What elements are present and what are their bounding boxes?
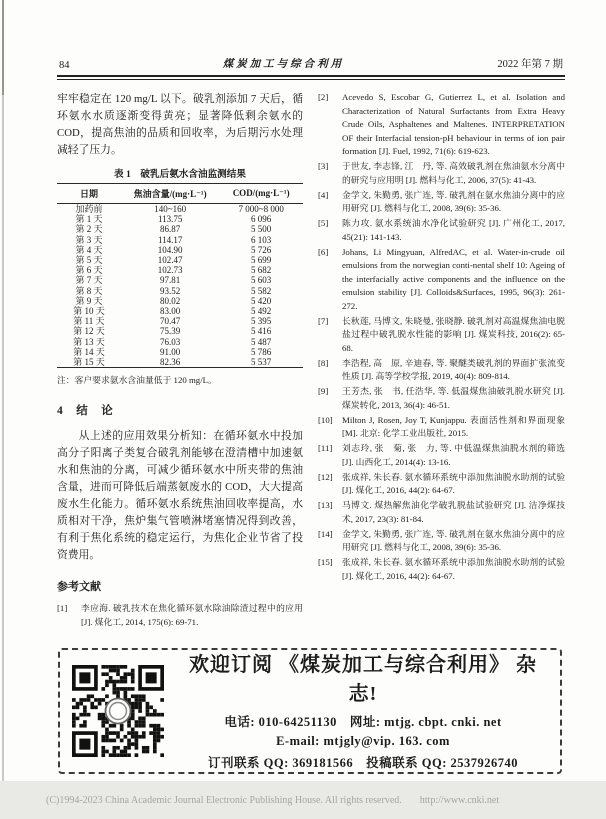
- table-row: [57, 357, 303, 368]
- cell-oil: 76.03: [160, 336, 181, 347]
- cell-cod: 5 699: [251, 255, 272, 266]
- cell-oil: 104.90: [157, 244, 183, 255]
- table-row: [57, 275, 303, 285]
- cell-date: 第 8 天: [75, 285, 103, 296]
- reference-number: [2]: [318, 92, 329, 102]
- table-row: [57, 204, 303, 215]
- page-header: [57, 56, 565, 75]
- reference-number: [13]: [318, 500, 333, 510]
- col-header-oil: 焦油含量/(mg·L⁻¹): [121, 184, 219, 204]
- reference-text: 金学文, 朱勤勇, 张广连, 等. 破乳剂在氨水焦油分离中的应用研究 [J]. 燃料与化工, 2008, 39(6): 35-36.: [342, 189, 565, 213]
- right-column: [318, 91, 565, 631]
- table-row: [57, 224, 303, 234]
- cell-date: 第 3 天: [75, 234, 103, 245]
- subscription-title: 欢迎订阅 《煤炭加工与综合利用》 杂志!: [189, 653, 537, 705]
- col-header-cod: COD/(mg·L⁻¹): [219, 184, 303, 204]
- reference-number: [1]: [57, 603, 68, 614]
- reference-item: [318, 315, 565, 356]
- table-caption: 表 1 破乳后氨水含油监测结果: [114, 169, 246, 180]
- cell-oil: 86.87: [160, 224, 181, 235]
- table-row: [57, 337, 303, 347]
- cell-oil: 83.00: [160, 306, 181, 317]
- reference-item: [57, 602, 303, 629]
- reference-list-left: [57, 602, 303, 629]
- reference-text: 王芳杰, 张 书, 任浩华, 等. 低温煤焦油破乳脱水研究 [J]. 煤炭转化, 2013, 36(4): 46-51.: [342, 386, 565, 410]
- cell-date: 第 4 天: [75, 244, 103, 255]
- reference-item: [318, 528, 565, 555]
- reference-text: 长秋莲, 马博文, 朱晓曼, 张晓静. 破乳剂对高温煤焦油电脱盐过程中破乳脱水性能的影响 [J]. 煤炭科技, 2016(2): 65-68.: [342, 315, 565, 353]
- cell-cod: 5 603: [251, 275, 272, 286]
- table-row: [57, 326, 303, 336]
- reference-number: [10]: [318, 414, 333, 425]
- journal-title: 煤炭加工与综合利用: [222, 59, 345, 70]
- reference-text: 张成祥, 朱长春. 氨水循环系统中添加焦油脱水助剂的试验 [J]. 煤化工, 2016, 44(2): 64-67.: [342, 471, 565, 495]
- reference-item: [318, 385, 565, 412]
- reference-number: [8]: [318, 357, 329, 368]
- table-row: [57, 347, 303, 357]
- cell-date: 第 13 天: [73, 336, 105, 347]
- table-row: [57, 265, 303, 275]
- subscription-qq: 订刊联系 QQ: 369181566 投稿联系 QQ: 2537926740: [208, 755, 518, 770]
- reference-text: 于世友, 李志锋, 江 丹, 等. 高效破乳剂在焦油氨水分离中的研究与应用明 [J]. 燃料与化工, 2006, 37(5): 41-43.: [342, 161, 565, 185]
- reference-item: [318, 91, 565, 159]
- qr-code-icon: [72, 665, 164, 757]
- cell-date: 第 11 天: [73, 316, 105, 327]
- reference-number: [9]: [318, 386, 329, 396]
- reference-list-right: [318, 91, 565, 583]
- reference-text: 刘志玲, 张 菊, 张 力, 等. 中低温煤焦油脱水剂的筛选 [J]. 山西化工, 2014(4): 13-16.: [342, 443, 565, 467]
- reference-item: [318, 357, 565, 384]
- cell-oil: 93.52: [160, 285, 181, 296]
- reference-number: [3]: [318, 161, 329, 171]
- table-row: [57, 306, 303, 316]
- cell-cod: 5 682: [251, 265, 272, 276]
- reference-item: [318, 217, 565, 244]
- cell-date: 第 2 天: [75, 224, 103, 235]
- reference-number: [12]: [318, 471, 333, 482]
- subscription-ad-box: [58, 648, 562, 774]
- reference-text: 金学文, 朱勤勇, 张广连, 等. 破乳剂在氨水焦油分离中的应用研究 [J]. 燃料与化工, 2008, 39(6): 35-36.: [342, 528, 565, 552]
- reference-number: [11]: [318, 443, 333, 453]
- reference-text: 张成祥, 朱长春. 氨水循环系统中添加焦油脱水助剂的试验 [J]. 煤化工, 2016, 44(2): 64-67.: [342, 557, 565, 581]
- reference-number: [5]: [318, 218, 329, 228]
- cell-date: 第 14 天: [73, 346, 105, 357]
- table-note: 注：客户要求氨水含油量低于 120 mg/L。: [57, 375, 217, 386]
- reference-text: Acevedo S, Escobar G, Gutierrez L, et al. Isolation and Characterization of Natural Surfactants from Extra Heavy Crude Oils, Asphaltenes and Maltenes. INTERPRETATION OF their Interfacial tension-pH behaviour in terms of ion pair formation [J]. Fuel, 1992, 71(6): 619-623.: [342, 92, 565, 156]
- cell-cod: 5 492: [251, 306, 272, 317]
- subscription-phone-web: 电话: 010-64251130 网址: mtjg. cbpt. cnki. net: [224, 714, 502, 729]
- table-row: [57, 214, 303, 224]
- table-header-row: [57, 184, 303, 204]
- cell-oil: 102.73: [157, 265, 183, 276]
- table-row: [57, 316, 303, 326]
- cnki-url: http://www.cnki.net: [419, 794, 500, 806]
- cell-oil: 113.75: [157, 214, 183, 225]
- table-row: [57, 255, 303, 265]
- cell-oil: 102.47: [157, 255, 183, 266]
- reference-item: [318, 499, 565, 526]
- cell-oil: 82.36: [160, 357, 181, 368]
- reference-text: 马博文. 煤热解焦油化学破乳脱盐试验研究 [J]. 洁净煤技术, 2017, 23(3): 81-84.: [342, 500, 565, 524]
- reference-item: [318, 189, 565, 216]
- table-row: [57, 296, 303, 306]
- cell-date: 加药前: [75, 204, 103, 214]
- scan-edge-line: [2, 0, 4, 782]
- reference-number: [6]: [318, 246, 329, 257]
- reference-text: Johans, Li Mingyuan, AlfredAC, et al. Water-in-crude oil emulsions from the norwegian conti-nental shelf 10: Ageing of the interfacially active components and the influence on the emulsion stability [J]. Colloids&Surfaces, 1995, 96(3): 261-272.: [342, 246, 565, 311]
- cell-date: 第 9 天: [75, 295, 103, 306]
- cell-cod: 7 000~8 000: [238, 204, 284, 214]
- cell-oil: 70.47: [160, 316, 181, 327]
- reference-text: 陈力攻. 氨水系统油水净化试验研究 [J]. 广州化工, 2017, 45(21): 141-143.: [342, 218, 565, 242]
- left-column: [57, 91, 303, 631]
- reference-number: [15]: [318, 557, 333, 567]
- subscription-email: E-mail: mtjgly@vip. 163. com: [276, 733, 450, 748]
- oil-table-body: [57, 204, 303, 368]
- reference-text: Milton J, Rosen, Joy T, Kunjappu. 表面活性剂和界面现象 [M]. 北京: 化学工业出版社, 2015.: [342, 414, 565, 438]
- cell-oil: 80.02: [160, 295, 181, 306]
- cell-cod: 5 786: [251, 346, 272, 357]
- reference-number: [4]: [318, 189, 329, 200]
- reference-item: [318, 414, 565, 441]
- cell-cod: 6 096: [251, 214, 272, 225]
- reference-item: [318, 160, 565, 187]
- subscription-info: [178, 648, 548, 775]
- cell-cod: 5 537: [251, 357, 272, 368]
- reference-item: [318, 471, 565, 498]
- reference-text: 李应海. 破乳技术在焦化循环氨水除油除渣过程中的应用 [J]. 煤化工, 2014, 175(6): 69-71.: [81, 603, 303, 627]
- issue-label: 2022 年第 7 期: [497, 59, 563, 70]
- cell-date: 第 1 天: [75, 214, 103, 225]
- cell-cod: 5 582: [251, 285, 272, 296]
- cell-cod: 5 420: [251, 295, 272, 306]
- table-row: [57, 245, 303, 255]
- footer-bar: [0, 781, 606, 819]
- oil-monitoring-table: [57, 183, 303, 368]
- page-number: 84: [59, 60, 70, 71]
- cell-cod: 5 500: [251, 224, 272, 235]
- cell-date: 第 5 天: [75, 255, 103, 266]
- cell-oil: 75.39: [160, 326, 181, 337]
- cell-cod: 5 487: [251, 336, 272, 347]
- cell-cod: 6 103: [251, 234, 272, 245]
- reference-number: [7]: [318, 315, 329, 326]
- scan-edge-line-dark: [2, 0, 4, 95]
- header-double-rule: [57, 75, 565, 80]
- copyright-text: (C)1994-2023 China Academic Journal Electronic Publishing House. All rights reserved.: [46, 794, 402, 806]
- reference-item: [318, 246, 565, 314]
- cell-oil: 114.17: [157, 234, 183, 245]
- cell-oil: 91.00: [160, 346, 181, 357]
- cell-date: 第 15 天: [73, 357, 105, 368]
- conclusion-paragraph: 从上述的应用效果分析知：在循环氨水中投加高分子阳离子类复合破乳剂能够在澄清槽中加速氨水和焦油的分离，可减少循环氨水中所夹带的焦油含量，进而可降低后端蒸氨废水的 COD，大大提高废水生化能力。循环氨水系统焦油回收率提高，水质相对干净，焦炉集气管喷淋堵塞情况得到改善，有利于焦化系统的稳定运行，为焦化企业节省了投资费用。: [57, 430, 303, 562]
- cell-oil: 140~160: [154, 204, 187, 214]
- col-header-date: 日期: [57, 184, 121, 204]
- cell-cod: 5 416: [251, 326, 272, 337]
- conclusion-heading: 4 结 论: [57, 405, 114, 418]
- cell-date: 第 7 天: [75, 275, 103, 286]
- references-heading: 参考文献: [57, 581, 101, 594]
- table-row: [57, 235, 303, 245]
- cell-date: 第 6 天: [75, 265, 103, 276]
- cell-date: 第 10 天: [73, 306, 105, 317]
- cell-oil: 97.81: [160, 275, 181, 286]
- reference-item: [318, 442, 565, 469]
- intro-paragraph: 牢牢稳定在 120 mg/L 以下。破乳剂添加 7 天后，循环氨水水质逐渐变得黄亮；显著降低剩余氨水的 COD，提高焦油的品质和回收率，为后期污水处理减轻了压力。: [57, 93, 303, 156]
- cell-cod: 5 395: [251, 316, 272, 327]
- reference-item: [318, 556, 565, 583]
- cell-cod: 5 726: [251, 244, 272, 255]
- reference-text: 李浩程, 高 原, 辛迪春, 等. 聚醚类破乳剂的界面扩张流变性质 [J]. 高等学校学报, 2019, 40(4): 809-814.: [342, 357, 565, 381]
- cell-date: 第 12 天: [73, 326, 105, 337]
- reference-number: [14]: [318, 528, 333, 539]
- table-row: [57, 286, 303, 296]
